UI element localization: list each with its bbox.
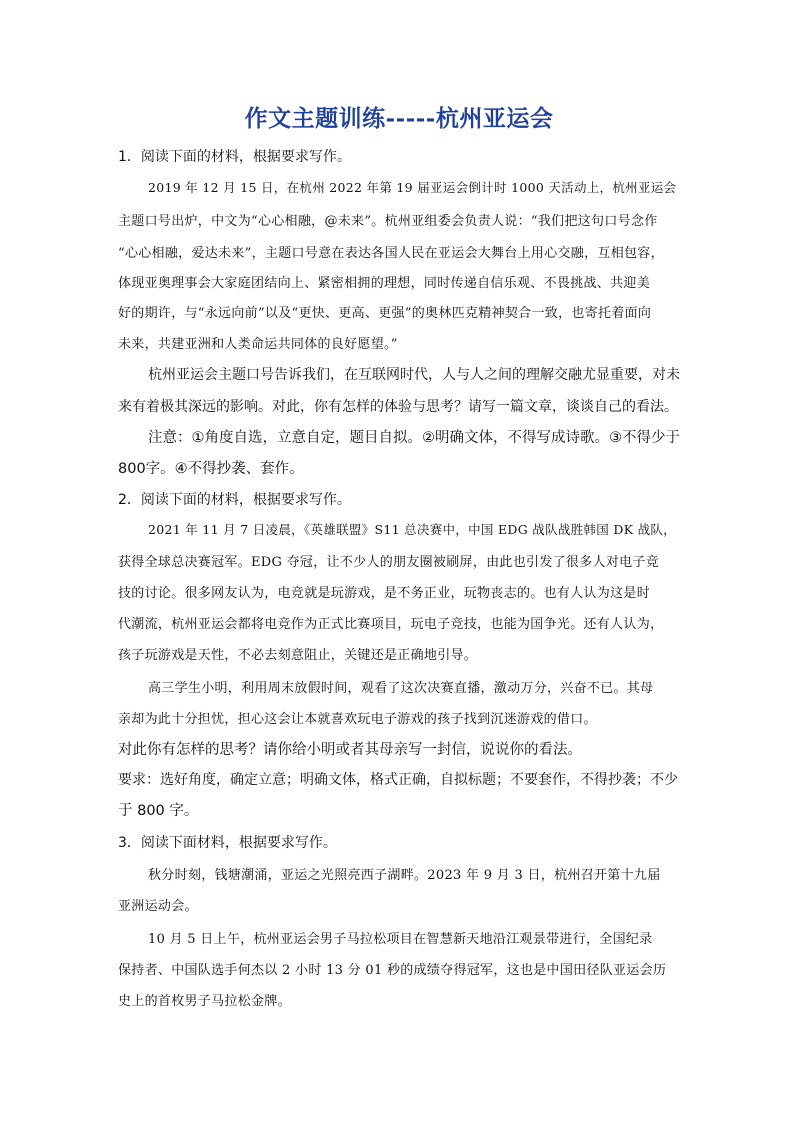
q2-material-line: 孩子玩游戏是天性，不必去刻意阻止，关键还是正确地引导。 (118, 648, 478, 663)
question-2-heading: 2．阅读下面的材料，根据要求写作。 (118, 492, 351, 508)
q1-note-line: 注意：①角度自选，立意自定，题目自拟。②明确文体，不得写成诗歌。③不得少于 (148, 430, 680, 446)
q3-material-line: 10 月 5 日上午，杭州亚运会男子马拉松项目在智慧新天地沿江观景带进行，全国纪录 (148, 932, 653, 947)
q1-material-line: 未来，共建亚洲和人类命运共同体的良好愿望。” (118, 337, 398, 352)
q1-note-line: 800字。④不得抄袭、套作。 (118, 461, 304, 477)
q3-material-line: 秋分时刻，钱塘潮涌，亚运之光照亮西子湖畔。2023 年 9 月 3 日，杭州召开第十九届 (148, 868, 661, 883)
q3-material-line: 亚洲运动会。 (118, 899, 198, 914)
q1-material-line: 体现亚奥理事会大家庭团结向上、紧密相拥的理想，同时传递自信乐观、不畏挑战、共迎美 (118, 276, 651, 291)
question-1-heading: 1．阅读下面的材料，根据要求写作。 (118, 149, 351, 165)
q3-material-line: 史上的首枚男子马拉松金牌。 (118, 994, 291, 1009)
q2-material-line: 2021 年 11 月 7 日凌晨，《英雄联盟》S11 总决赛中，中国 EDG 战队战胜韩国 DK 战队， (148, 522, 677, 537)
q2-material-line: 代潮流，杭州亚运会都将电竞作为正式比赛项目，玩电子竞技，也能为国争光。还有人认为， (118, 617, 664, 632)
question-3-heading: 3．阅读下面材料，根据要求写作。 (118, 835, 337, 851)
q2-material-line: 获得全球总决赛冠军。EDG 夺冠，让不少人的朋友圈被刷屏，由此也引发了很多人对电子竞 (118, 555, 660, 570)
q1-material-line: “心心相融，爱达未来”，主题口号意在表达各国人民在亚运会大舞台上用心交融，互相包容， (118, 246, 664, 261)
document-title: 作文主题训练-----杭州亚运会 (244, 105, 554, 132)
q1-material-line: 好的期许，与“永远向前”以及“更快、更高、更强”的奥林匹克精神契合一致，也寄托着面向 (118, 306, 652, 321)
q2-prompt: 对此你有怎样的思考？请你给小明或者其母亲写一封信，说说你的看法。 (118, 742, 582, 758)
q2-material-line: 技的讨论。很多网友认为，电竞就是玩游戏，是不务正业，玩物丧志的。也有人认为这是时 (118, 586, 651, 601)
q1-prompt-line: 来有着极其深远的影响。对此，你有怎样的体验与思考？请写一篇文章，谈谈自己的看法。 (118, 399, 678, 415)
q1-material-line: 主题口号出炉，中文为“心心相融，@未来”。杭州亚组委会负责人说：“我们把这句口号念作 (118, 214, 658, 229)
q1-prompt-line: 杭州亚运会主题口号告诉我们，在互联网时代，人与人之间的理解交融尤显重要，对未 (148, 367, 680, 383)
q2-material-line: 亲却为此十分担忧，担心这会让本就喜欢玩电子游戏的孩子找到沉迷游戏的借口。 (118, 712, 597, 727)
q2-requirement-line: 于 800 字。 (118, 803, 199, 819)
q2-requirement-line: 要求：选好角度，确定立意；明确文体，格式正确，自拟标题；不要套作，不得抄袭；不少 (118, 772, 678, 788)
q1-material-line: 2019 年 12 月 15 日，在杭州 2022 年第 19 届亚运会倒计时 1000 天活动上，杭州亚运会 (148, 180, 677, 195)
q2-material-line: 高三学生小明，利用周末放假时间，观看了这次决赛直播，激动万分，兴奋不已。其母 (148, 681, 654, 696)
q3-material-line: 保持者、中国队选手何杰以 2 小时 13 分 01 秒的成绩夺得冠军，这也是中国田径队亚运会历 (118, 963, 667, 978)
